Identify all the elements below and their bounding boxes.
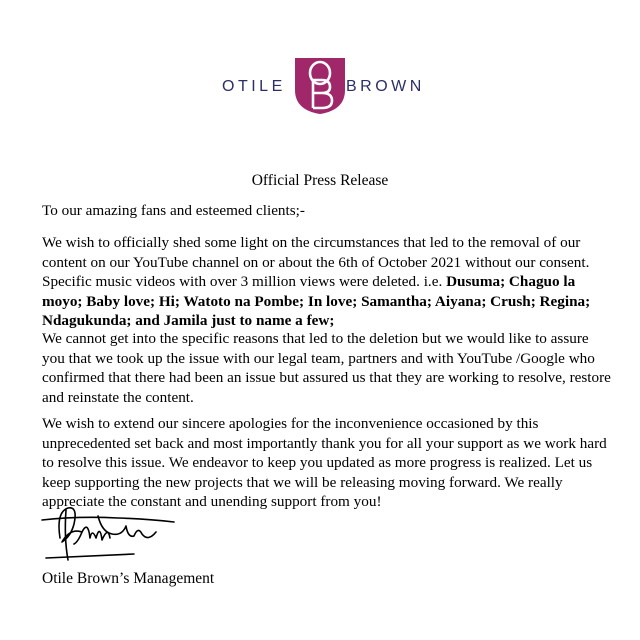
paragraph-reasons: We cannot get into the specific reasons that led to the deletion but we would like to assure you that we took up the issue with our legal team, partners and with YouTube /Google who confirmed that there had been an issue but assured us that they are working to resolve, restore and reinstate the content. [42,330,611,406]
logo-word-right: BROWN [346,78,425,95]
handwritten-signature [38,498,178,570]
monogram-shield-icon [289,52,351,116]
brand-logo [0,48,640,128]
logo-word-left: OTILE [222,78,286,95]
paragraph-removal [42,233,614,331]
page-title: Official Press Release [251,172,389,189]
greeting: To our amazing fans and esteemed clients;- [42,202,305,219]
paragraph-removal-text: We wish to officially shed some light on the circumstances that led to the removal of our content on our YouTube channel on or about the 6th of October 2021 without our consent. Specific music videos with over 3 million views were deleted. i.e. [42,234,590,290]
deleted-video-list: Dusuma; Chaguo la moyo; Baby love; Hi; Watoto na Pombe; In love; Samantha; Aiyana; Crush; Regina; Ndagukunda; and Jamila just to name a few; [42,273,591,329]
signatory: Otile Brown’s Management [42,570,215,587]
paragraph-apology: We wish to extend our sincere apologies for the inconvenience occasioned by this unprecedented set back and most importantly thank you for all your support as we work hard to resolve this issue. We endeavor to keep you updated as more progress is realized. Let us keep supporting the new projects that we will be releasing moving forward. We really appreciate the constant and unending support from you! [42,415,607,510]
